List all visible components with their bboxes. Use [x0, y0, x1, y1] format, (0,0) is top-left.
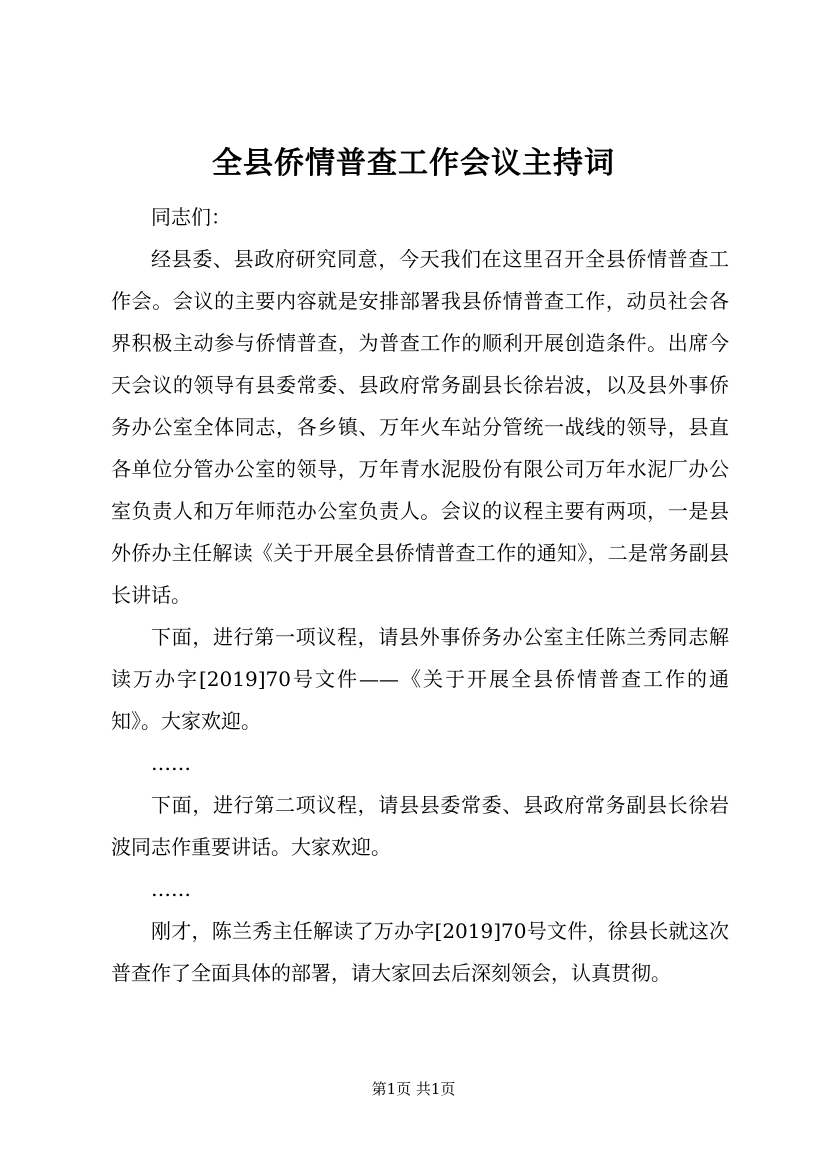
closing-paragraph: 刚才，陈兰秀主任解读了万办字[2019]70号文件，徐县长就这次普查作了全面具体的部署，请大家回去后深刻领会，认真贯彻。	[111, 919, 729, 985]
intro-paragraph: 经县委、县政府研究同意，今天我们在这里召开全县侨情普查工作会。会议的主要内容就是安排部署我县侨情普查工作，动员社会各界积极主动参与侨情普查，为普查工作的顺利开展创造条件。出席今天会议的领导有县委常委、县政府常务副县长徐岩波，以及县外事侨务办公室全体同志，各乡镇、万年火车站分管统一战线的领导，县直各单位分管办公室的领导，万年青水泥股份有限公司万年水泥厂办公室负责人和万年师范办公室负责人。会议的议程主要有两项，一是县外侨办主任解读《关于开展全县侨情普查工作的通知》，二是常务副县长讲话。	[111, 247, 729, 607]
document-body	[111, 196, 729, 994]
agenda-item-2-paragraph: 下面，进行第二项议程，请县县委常委、县政府常务副县长徐岩波同志作重要讲话。大家欢迎。	[111, 793, 729, 859]
ellipsis-paragraph: ……	[151, 877, 191, 901]
salutation-paragraph: 同志们：	[151, 205, 231, 229]
page-number-footer: 第1页 共1页	[371, 1080, 456, 1098]
document-title: 全县侨情普查工作会议主持词	[212, 146, 615, 181]
ellipsis-paragraph: ……	[151, 751, 191, 775]
agenda-item-1-paragraph: 下面，进行第一项议程，请县外事侨务办公室主任陈兰秀同志解读万办字[2019]70号文件——《关于开展全县侨情普查工作的通知》。大家欢迎。	[111, 625, 729, 733]
